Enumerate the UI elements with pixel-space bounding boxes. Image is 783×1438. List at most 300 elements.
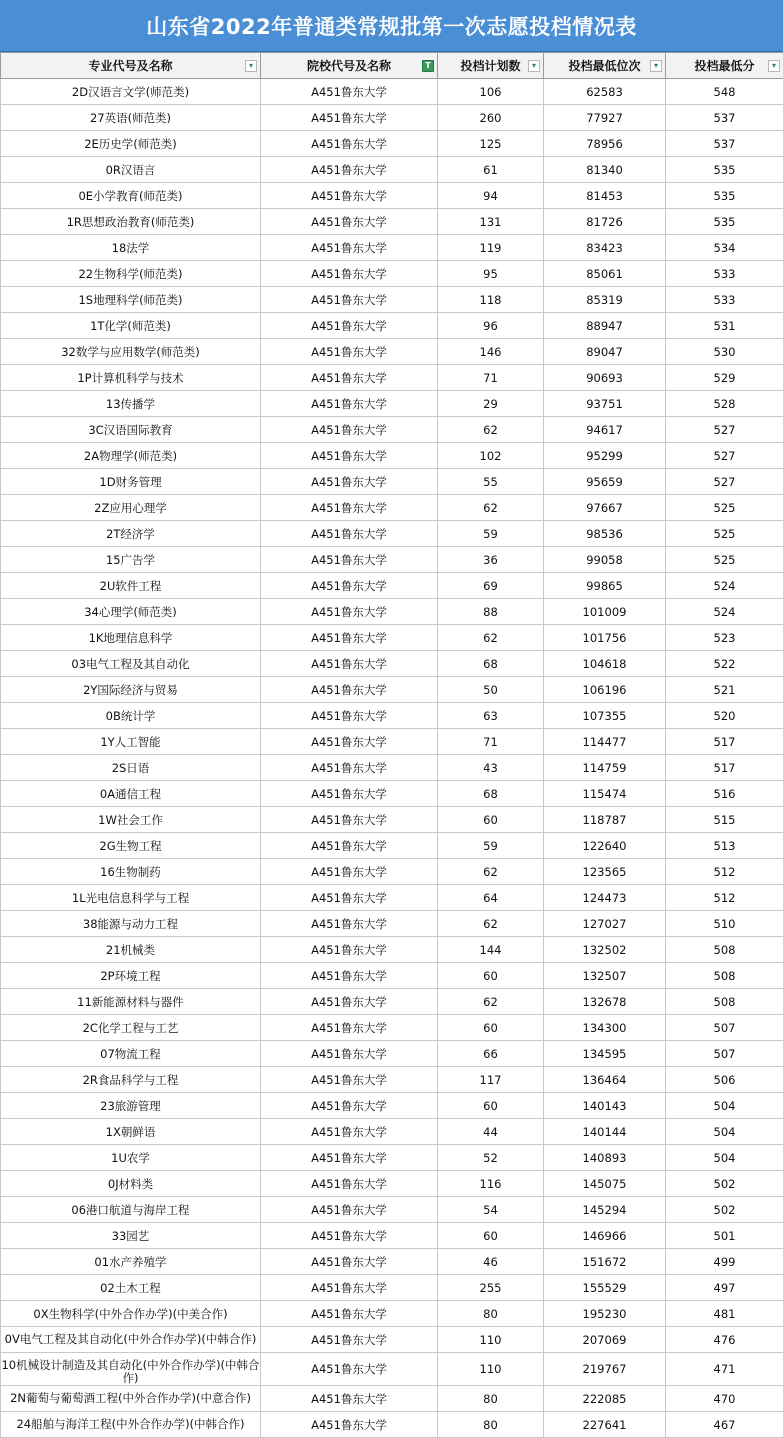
- min-score-cell[interactable]: 499: [666, 1249, 783, 1275]
- school-cell[interactable]: A451鲁东大学: [261, 833, 438, 859]
- plan-count-cell[interactable]: 146: [438, 339, 544, 365]
- major-cell[interactable]: 32数学与应用数学(师范类): [1, 339, 261, 365]
- min-score-cell[interactable]: 504: [666, 1145, 783, 1171]
- major-cell[interactable]: 0E小学教育(师范类): [1, 183, 261, 209]
- plan-count-cell[interactable]: 125: [438, 131, 544, 157]
- min-score-cell[interactable]: 470: [666, 1386, 783, 1412]
- major-cell[interactable]: 38能源与动力工程: [1, 911, 261, 937]
- plan-count-cell[interactable]: 106: [438, 79, 544, 105]
- min-rank-cell[interactable]: 122640: [544, 833, 666, 859]
- min-rank-cell[interactable]: 83423: [544, 235, 666, 261]
- min-rank-cell[interactable]: 114759: [544, 755, 666, 781]
- table-row: [1, 807, 783, 833]
- min-rank-cell[interactable]: 127027: [544, 911, 666, 937]
- plan-count-cell[interactable]: 44: [438, 1119, 544, 1145]
- min-score-cell[interactable]: 535: [666, 157, 783, 183]
- min-score-cell[interactable]: 512: [666, 859, 783, 885]
- major-cell[interactable]: 23旅游管理: [1, 1093, 261, 1119]
- plan-count-cell[interactable]: 96: [438, 313, 544, 339]
- plan-count-cell[interactable]: 62: [438, 417, 544, 443]
- min-rank-cell[interactable]: 98536: [544, 521, 666, 547]
- min-rank-cell[interactable]: 90693: [544, 365, 666, 391]
- major-cell[interactable]: 0B统计学: [1, 703, 261, 729]
- min-score-cell[interactable]: 529: [666, 365, 783, 391]
- major-cell[interactable]: 1X朝鲜语: [1, 1119, 261, 1145]
- plan-count-cell[interactable]: 255: [438, 1275, 544, 1301]
- min-rank-cell[interactable]: 99058: [544, 547, 666, 573]
- major-cell[interactable]: 1L光电信息科学与工程: [1, 885, 261, 911]
- major-cell[interactable]: 1P计算机科学与技术: [1, 365, 261, 391]
- school-cell[interactable]: A451鲁东大学: [261, 521, 438, 547]
- school-cell[interactable]: A451鲁东大学: [261, 1249, 438, 1275]
- major-cell[interactable]: 13传播学: [1, 391, 261, 417]
- min-score-cell[interactable]: 537: [666, 105, 783, 131]
- min-score-cell[interactable]: 517: [666, 729, 783, 755]
- min-rank-cell[interactable]: 145294: [544, 1197, 666, 1223]
- table-row: [1, 287, 783, 313]
- plan-count-cell[interactable]: 62: [438, 625, 544, 651]
- plan-count-cell[interactable]: 95: [438, 261, 544, 287]
- major-cell[interactable]: 1Y人工智能: [1, 729, 261, 755]
- school-cell[interactable]: A451鲁东大学: [261, 287, 438, 313]
- plan-count-cell[interactable]: 62: [438, 911, 544, 937]
- plan-count-cell[interactable]: 60: [438, 1223, 544, 1249]
- school-cell[interactable]: A451鲁东大学: [261, 417, 438, 443]
- min-rank-cell[interactable]: 155529: [544, 1275, 666, 1301]
- min-rank-cell[interactable]: 81340: [544, 157, 666, 183]
- plan-count-cell[interactable]: 62: [438, 989, 544, 1015]
- plan-count-cell[interactable]: 117: [438, 1067, 544, 1093]
- min-score-cell[interactable]: 524: [666, 573, 783, 599]
- plan-count-cell[interactable]: 69: [438, 573, 544, 599]
- table-row: [1, 391, 783, 417]
- school-cell[interactable]: A451鲁东大学: [261, 313, 438, 339]
- min-rank-cell[interactable]: 85319: [544, 287, 666, 313]
- plan-count-cell[interactable]: 131: [438, 209, 544, 235]
- filter-active-icon[interactable]: T: [422, 60, 434, 72]
- min-score-cell[interactable]: 513: [666, 833, 783, 859]
- plan-count-cell[interactable]: 119: [438, 235, 544, 261]
- table-row: [1, 1145, 783, 1171]
- filter-dropdown-icon[interactable]: ▾: [650, 60, 662, 72]
- min-rank-cell[interactable]: 99865: [544, 573, 666, 599]
- plan-count-cell[interactable]: 36: [438, 547, 544, 573]
- plan-count-cell[interactable]: 110: [438, 1353, 544, 1386]
- major-cell[interactable]: 2Z应用心理学: [1, 495, 261, 521]
- table-row: [1, 209, 783, 235]
- plan-count-cell[interactable]: 144: [438, 937, 544, 963]
- school-cell[interactable]: A451鲁东大学: [261, 599, 438, 625]
- min-score-cell[interactable]: 531: [666, 313, 783, 339]
- major-cell[interactable]: 2Y国际经济与贸易: [1, 677, 261, 703]
- min-score-cell[interactable]: 507: [666, 1041, 783, 1067]
- min-rank-cell[interactable]: 146966: [544, 1223, 666, 1249]
- min-rank-cell[interactable]: 132507: [544, 963, 666, 989]
- min-rank-cell[interactable]: 115474: [544, 781, 666, 807]
- table-row: [1, 911, 783, 937]
- table-row: [1, 1223, 783, 1249]
- school-cell[interactable]: A451鲁东大学: [261, 885, 438, 911]
- min-rank-cell[interactable]: 134595: [544, 1041, 666, 1067]
- major-cell[interactable]: 21机械类: [1, 937, 261, 963]
- filter-dropdown-icon[interactable]: ▾: [768, 60, 780, 72]
- major-cell[interactable]: 2E历史学(师范类): [1, 131, 261, 157]
- major-cell[interactable]: 2N葡萄与葡萄酒工程(中外合作办学)(中意合作): [1, 1386, 261, 1412]
- major-cell[interactable]: 22生物科学(师范类): [1, 261, 261, 287]
- plan-count-cell[interactable]: 80: [438, 1412, 544, 1438]
- major-cell[interactable]: 0X生物科学(中外合作办学)(中美合作): [1, 1301, 261, 1327]
- school-cell[interactable]: A451鲁东大学: [261, 1093, 438, 1119]
- min-rank-cell[interactable]: 140143: [544, 1093, 666, 1119]
- min-rank-cell[interactable]: 95299: [544, 443, 666, 469]
- min-score-cell[interactable]: 527: [666, 443, 783, 469]
- major-cell[interactable]: 27英语(师范类): [1, 105, 261, 131]
- plan-count-cell[interactable]: 46: [438, 1249, 544, 1275]
- plan-count-cell[interactable]: 61: [438, 157, 544, 183]
- major-cell[interactable]: 0R汉语言: [1, 157, 261, 183]
- min-score-cell[interactable]: 533: [666, 287, 783, 313]
- filter-dropdown-icon[interactable]: ▾: [528, 60, 540, 72]
- min-score-cell[interactable]: 517: [666, 755, 783, 781]
- school-cell[interactable]: A451鲁东大学: [261, 1327, 438, 1353]
- plan-count-cell[interactable]: 62: [438, 495, 544, 521]
- min-score-cell[interactable]: 525: [666, 547, 783, 573]
- major-cell[interactable]: 0J材料类: [1, 1171, 261, 1197]
- plan-count-cell[interactable]: 52: [438, 1145, 544, 1171]
- major-cell[interactable]: 2R食品科学与工程: [1, 1067, 261, 1093]
- plan-count-cell[interactable]: 64: [438, 885, 544, 911]
- min-score-cell[interactable]: 535: [666, 183, 783, 209]
- school-cell[interactable]: A451鲁东大学: [261, 547, 438, 573]
- min-rank-cell[interactable]: 101009: [544, 599, 666, 625]
- min-rank-cell[interactable]: 95659: [544, 469, 666, 495]
- min-rank-cell[interactable]: 81726: [544, 209, 666, 235]
- min-score-cell[interactable]: 508: [666, 937, 783, 963]
- table-row: [1, 677, 783, 703]
- school-cell[interactable]: A451鲁东大学: [261, 209, 438, 235]
- min-rank-cell[interactable]: 219767: [544, 1353, 666, 1386]
- major-cell[interactable]: 2D汉语言文学(师范类): [1, 79, 261, 105]
- major-cell[interactable]: 1U农学: [1, 1145, 261, 1171]
- min-rank-cell[interactable]: 151672: [544, 1249, 666, 1275]
- school-cell[interactable]: A451鲁东大学: [261, 1223, 438, 1249]
- table-row: [1, 651, 783, 677]
- min-rank-cell[interactable]: 81453: [544, 183, 666, 209]
- plan-count-cell[interactable]: 260: [438, 105, 544, 131]
- table-row: [1, 339, 783, 365]
- table-row: [1, 1301, 783, 1327]
- plan-count-cell[interactable]: 110: [438, 1327, 544, 1353]
- min-score-cell[interactable]: 504: [666, 1093, 783, 1119]
- min-score-cell[interactable]: 506: [666, 1067, 783, 1093]
- header-row: [1, 53, 783, 79]
- school-cell[interactable]: A451鲁东大学: [261, 131, 438, 157]
- school-cell[interactable]: A451鲁东大学: [261, 1041, 438, 1067]
- plan-count-cell[interactable]: 55: [438, 469, 544, 495]
- school-cell[interactable]: A451鲁东大学: [261, 1412, 438, 1438]
- school-cell[interactable]: A451鲁东大学: [261, 1145, 438, 1171]
- min-score-cell[interactable]: 502: [666, 1171, 783, 1197]
- plan-count-cell[interactable]: 88: [438, 599, 544, 625]
- major-cell[interactable]: 24船舶与海洋工程(中外合作办学)(中韩合作): [1, 1412, 261, 1438]
- plan-count-cell[interactable]: 60: [438, 1015, 544, 1041]
- table-row: [1, 1386, 783, 1412]
- major-cell[interactable]: 06港口航道与海岸工程: [1, 1197, 261, 1223]
- min-score-cell[interactable]: 522: [666, 651, 783, 677]
- min-score-cell[interactable]: 476: [666, 1327, 783, 1353]
- plan-count-cell[interactable]: 62: [438, 859, 544, 885]
- min-rank-cell[interactable]: 62583: [544, 79, 666, 105]
- min-rank-cell[interactable]: 123565: [544, 859, 666, 885]
- plan-count-cell[interactable]: 29: [438, 391, 544, 417]
- plan-count-cell[interactable]: 94: [438, 183, 544, 209]
- min-score-cell[interactable]: 501: [666, 1223, 783, 1249]
- min-score-cell[interactable]: 534: [666, 235, 783, 261]
- min-rank-cell[interactable]: 145075: [544, 1171, 666, 1197]
- plan-count-cell[interactable]: 68: [438, 781, 544, 807]
- table-row: [1, 183, 783, 209]
- header-min-rank: [544, 53, 666, 79]
- header-school: [261, 53, 438, 79]
- min-score-cell[interactable]: 502: [666, 1197, 783, 1223]
- major-cell[interactable]: 2G生物工程: [1, 833, 261, 859]
- school-cell[interactable]: A451鲁东大学: [261, 1067, 438, 1093]
- table-row: [1, 1119, 783, 1145]
- min-score-cell[interactable]: 515: [666, 807, 783, 833]
- min-rank-cell[interactable]: 88947: [544, 313, 666, 339]
- min-score-cell[interactable]: 508: [666, 989, 783, 1015]
- min-score-cell[interactable]: 508: [666, 963, 783, 989]
- min-rank-cell[interactable]: 136464: [544, 1067, 666, 1093]
- table-row: [1, 521, 783, 547]
- table-row: [1, 235, 783, 261]
- min-score-cell[interactable]: 537: [666, 131, 783, 157]
- school-cell[interactable]: A451鲁东大学: [261, 859, 438, 885]
- table-row: [1, 1275, 783, 1301]
- plan-count-cell[interactable]: 59: [438, 833, 544, 859]
- min-rank-cell[interactable]: 97667: [544, 495, 666, 521]
- min-score-cell[interactable]: 527: [666, 469, 783, 495]
- school-cell[interactable]: A451鲁东大学: [261, 989, 438, 1015]
- major-cell[interactable]: 2S日语: [1, 755, 261, 781]
- major-cell[interactable]: 07物流工程: [1, 1041, 261, 1067]
- min-score-cell[interactable]: 524: [666, 599, 783, 625]
- table-row: [1, 79, 783, 105]
- major-cell[interactable]: 01水产养殖学: [1, 1249, 261, 1275]
- min-score-cell[interactable]: 528: [666, 391, 783, 417]
- min-score-cell[interactable]: 535: [666, 209, 783, 235]
- plan-count-cell[interactable]: 43: [438, 755, 544, 781]
- plan-count-cell[interactable]: 60: [438, 1093, 544, 1119]
- min-score-cell[interactable]: 525: [666, 495, 783, 521]
- min-rank-cell[interactable]: 106196: [544, 677, 666, 703]
- major-cell[interactable]: 1D财务管理: [1, 469, 261, 495]
- table-row: [1, 989, 783, 1015]
- school-cell[interactable]: A451鲁东大学: [261, 443, 438, 469]
- min-score-cell[interactable]: 504: [666, 1119, 783, 1145]
- min-score-cell[interactable]: 530: [666, 339, 783, 365]
- min-rank-cell[interactable]: 134300: [544, 1015, 666, 1041]
- table-row: [1, 599, 783, 625]
- school-cell[interactable]: A451鲁东大学: [261, 1015, 438, 1041]
- school-cell[interactable]: A451鲁东大学: [261, 755, 438, 781]
- table-row: [1, 1249, 783, 1275]
- school-cell[interactable]: A451鲁东大学: [261, 339, 438, 365]
- table-row: [1, 859, 783, 885]
- table-row: [1, 1067, 783, 1093]
- major-cell[interactable]: 0V电气工程及其自动化(中外合作办学)(中韩合作): [1, 1327, 261, 1353]
- school-cell[interactable]: A451鲁东大学: [261, 157, 438, 183]
- table-row: [1, 703, 783, 729]
- major-cell[interactable]: 2U软件工程: [1, 573, 261, 599]
- major-cell[interactable]: 02土木工程: [1, 1275, 261, 1301]
- school-cell[interactable]: A451鲁东大学: [261, 937, 438, 963]
- major-cell[interactable]: 10机械设计制造及其自动化(中外合作办学)(中韩合作): [1, 1353, 261, 1386]
- min-rank-cell[interactable]: 89047: [544, 339, 666, 365]
- min-score-cell[interactable]: 497: [666, 1275, 783, 1301]
- min-score-cell[interactable]: 521: [666, 677, 783, 703]
- major-cell[interactable]: 2T经济学: [1, 521, 261, 547]
- min-rank-cell[interactable]: 140144: [544, 1119, 666, 1145]
- school-cell[interactable]: A451鲁东大学: [261, 807, 438, 833]
- min-rank-cell[interactable]: 94617: [544, 417, 666, 443]
- min-rank-cell[interactable]: 101756: [544, 625, 666, 651]
- min-score-cell[interactable]: 525: [666, 521, 783, 547]
- school-cell[interactable]: A451鲁东大学: [261, 1386, 438, 1412]
- min-score-cell[interactable]: 520: [666, 703, 783, 729]
- table-title: 山东省2022年普通类常规批第一次志愿投档情况表: [0, 0, 783, 52]
- plan-count-cell[interactable]: 71: [438, 729, 544, 755]
- min-score-cell[interactable]: 507: [666, 1015, 783, 1041]
- school-cell[interactable]: A451鲁东大学: [261, 1171, 438, 1197]
- school-cell[interactable]: A451鲁东大学: [261, 79, 438, 105]
- table-row: [1, 781, 783, 807]
- plan-count-cell[interactable]: 118: [438, 287, 544, 313]
- plan-count-cell[interactable]: 59: [438, 521, 544, 547]
- school-cell[interactable]: A451鲁东大学: [261, 1197, 438, 1223]
- min-score-cell[interactable]: 467: [666, 1412, 783, 1438]
- major-cell[interactable]: 1K地理信息科学: [1, 625, 261, 651]
- min-rank-cell[interactable]: 132678: [544, 989, 666, 1015]
- major-cell[interactable]: 34心理学(师范类): [1, 599, 261, 625]
- plan-count-cell[interactable]: 60: [438, 963, 544, 989]
- min-score-cell[interactable]: 533: [666, 261, 783, 287]
- plan-count-cell[interactable]: 63: [438, 703, 544, 729]
- school-cell[interactable]: A451鲁东大学: [261, 1119, 438, 1145]
- plan-count-cell[interactable]: 71: [438, 365, 544, 391]
- school-cell[interactable]: A451鲁东大学: [261, 703, 438, 729]
- plan-count-cell[interactable]: 60: [438, 807, 544, 833]
- min-rank-cell[interactable]: 140893: [544, 1145, 666, 1171]
- min-score-cell[interactable]: 471: [666, 1353, 783, 1386]
- table-row: [1, 1412, 783, 1438]
- major-cell[interactable]: 1R思想政治教育(师范类): [1, 209, 261, 235]
- min-rank-cell[interactable]: 85061: [544, 261, 666, 287]
- min-rank-cell[interactable]: 114477: [544, 729, 666, 755]
- major-cell[interactable]: 3C汉语国际教育: [1, 417, 261, 443]
- major-cell[interactable]: 15广告学: [1, 547, 261, 573]
- plan-count-cell[interactable]: 54: [438, 1197, 544, 1223]
- table-row: [1, 573, 783, 599]
- plan-count-cell[interactable]: 80: [438, 1386, 544, 1412]
- table-row: [1, 157, 783, 183]
- school-cell[interactable]: A451鲁东大学: [261, 235, 438, 261]
- school-cell[interactable]: A451鲁东大学: [261, 495, 438, 521]
- min-score-cell[interactable]: 516: [666, 781, 783, 807]
- min-score-cell[interactable]: 512: [666, 885, 783, 911]
- min-rank-cell[interactable]: 107355: [544, 703, 666, 729]
- school-cell[interactable]: A451鲁东大学: [261, 365, 438, 391]
- min-rank-cell[interactable]: 118787: [544, 807, 666, 833]
- major-cell[interactable]: 1S地理科学(师范类): [1, 287, 261, 313]
- school-cell[interactable]: A451鲁东大学: [261, 677, 438, 703]
- school-cell[interactable]: A451鲁东大学: [261, 573, 438, 599]
- major-cell[interactable]: 2A物理学(师范类): [1, 443, 261, 469]
- min-rank-cell[interactable]: 132502: [544, 937, 666, 963]
- school-cell[interactable]: A451鲁东大学: [261, 781, 438, 807]
- table-row: [1, 443, 783, 469]
- min-rank-cell[interactable]: 207069: [544, 1327, 666, 1353]
- min-rank-cell[interactable]: 78956: [544, 131, 666, 157]
- school-cell[interactable]: A451鲁东大学: [261, 1353, 438, 1386]
- min-score-cell[interactable]: 481: [666, 1301, 783, 1327]
- school-cell[interactable]: A451鲁东大学: [261, 183, 438, 209]
- plan-count-cell[interactable]: 68: [438, 651, 544, 677]
- major-cell[interactable]: 33园艺: [1, 1223, 261, 1249]
- plan-count-cell[interactable]: 102: [438, 443, 544, 469]
- school-cell[interactable]: A451鲁东大学: [261, 911, 438, 937]
- school-cell[interactable]: A451鲁东大学: [261, 1275, 438, 1301]
- plan-count-cell[interactable]: 66: [438, 1041, 544, 1067]
- table-row: [1, 105, 783, 131]
- min-rank-cell[interactable]: 93751: [544, 391, 666, 417]
- school-cell[interactable]: A451鲁东大学: [261, 105, 438, 131]
- school-cell[interactable]: A451鲁东大学: [261, 651, 438, 677]
- min-score-cell[interactable]: 523: [666, 625, 783, 651]
- major-cell[interactable]: 18法学: [1, 235, 261, 261]
- major-cell[interactable]: 0A通信工程: [1, 781, 261, 807]
- major-cell[interactable]: 1T化学(师范类): [1, 313, 261, 339]
- min-score-cell[interactable]: 527: [666, 417, 783, 443]
- min-score-cell[interactable]: 510: [666, 911, 783, 937]
- school-cell[interactable]: A451鲁东大学: [261, 1301, 438, 1327]
- min-score-cell[interactable]: 548: [666, 79, 783, 105]
- school-cell[interactable]: A451鲁东大学: [261, 729, 438, 755]
- major-cell[interactable]: 2C化学工程与工艺: [1, 1015, 261, 1041]
- min-rank-cell[interactable]: 227641: [544, 1412, 666, 1438]
- filter-dropdown-icon[interactable]: ▾: [245, 60, 257, 72]
- major-cell[interactable]: 11新能源材料与器件: [1, 989, 261, 1015]
- major-cell[interactable]: 2P环境工程: [1, 963, 261, 989]
- school-cell[interactable]: A451鲁东大学: [261, 261, 438, 287]
- min-rank-cell[interactable]: 222085: [544, 1386, 666, 1412]
- school-cell[interactable]: A451鲁东大学: [261, 625, 438, 651]
- school-cell[interactable]: A451鲁东大学: [261, 391, 438, 417]
- school-cell[interactable]: A451鲁东大学: [261, 469, 438, 495]
- min-rank-cell[interactable]: 124473: [544, 885, 666, 911]
- plan-count-cell[interactable]: 116: [438, 1171, 544, 1197]
- major-cell[interactable]: 16生物制药: [1, 859, 261, 885]
- major-cell[interactable]: 03电气工程及其自动化: [1, 651, 261, 677]
- major-cell[interactable]: 1W社会工作: [1, 807, 261, 833]
- min-rank-cell[interactable]: 77927: [544, 105, 666, 131]
- plan-count-cell[interactable]: 50: [438, 677, 544, 703]
- school-cell[interactable]: A451鲁东大学: [261, 963, 438, 989]
- min-rank-cell[interactable]: 104618: [544, 651, 666, 677]
- plan-count-cell[interactable]: 80: [438, 1301, 544, 1327]
- table-row: [1, 261, 783, 287]
- min-rank-cell[interactable]: 195230: [544, 1301, 666, 1327]
